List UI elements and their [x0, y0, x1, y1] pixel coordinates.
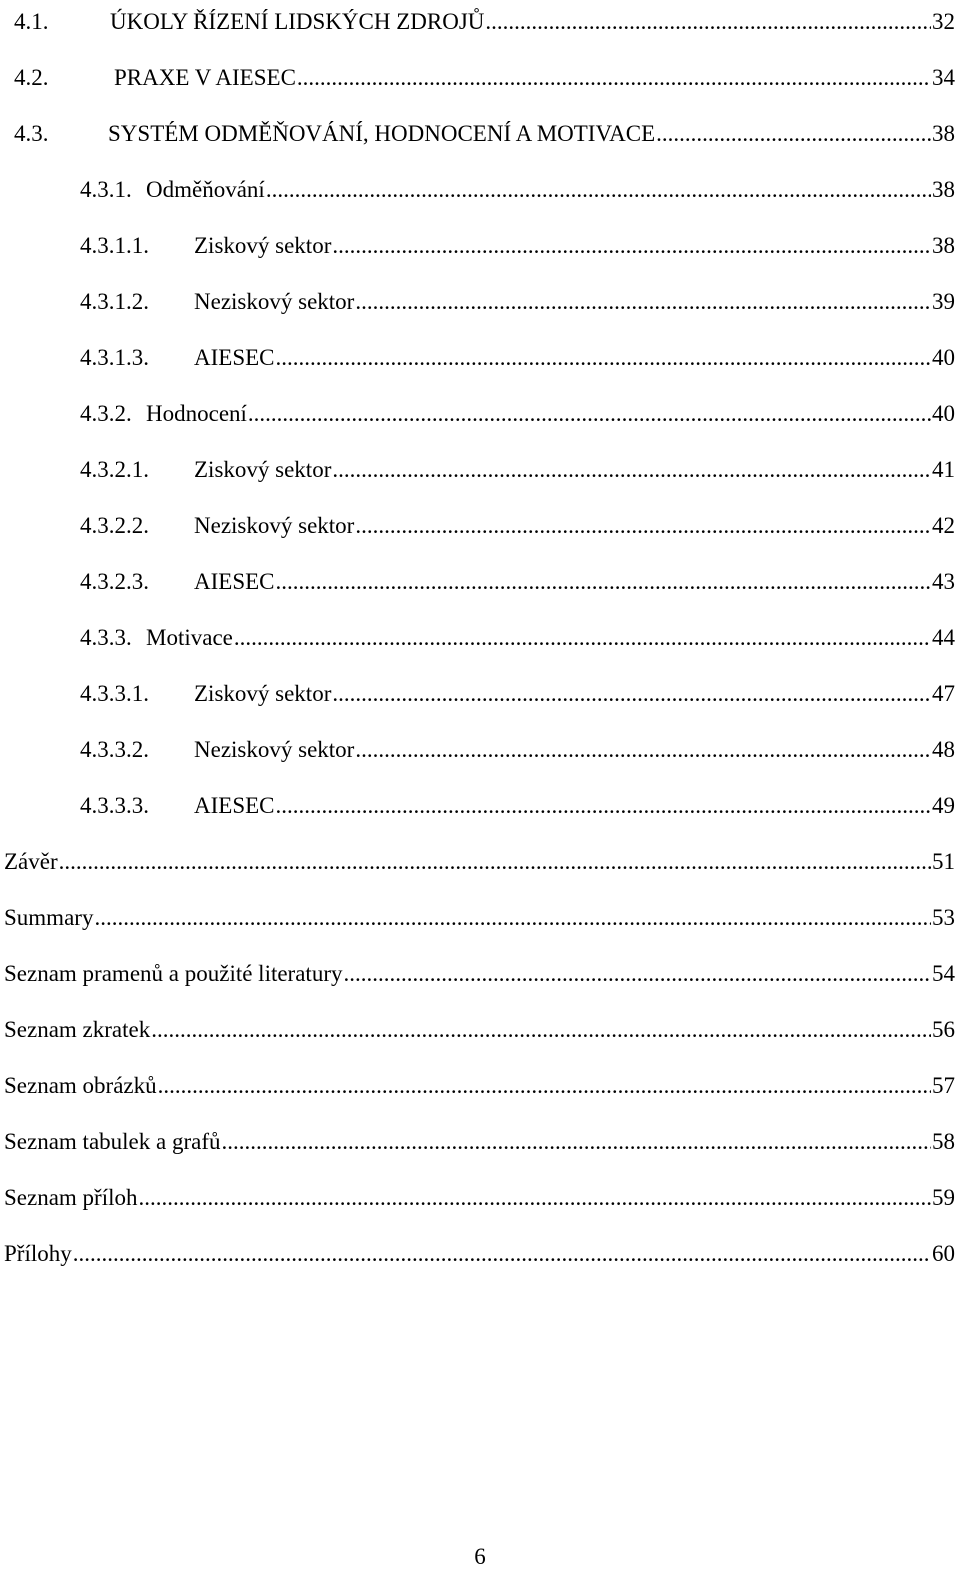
toc-entry-title: Summary [4, 905, 94, 930]
toc-entry-number: 4.3.3.2. [80, 737, 149, 762]
toc-entry-page: 43 [932, 569, 955, 594]
toc-entry[interactable] [0, 394, 955, 434]
toc-entry-page: 49 [932, 793, 955, 818]
toc-entry-title: SYSTÉM ODMĚŇOVÁNÍ, HODNOCENÍ A MOTIVACE [108, 121, 656, 146]
toc-entry-page: 47 [932, 681, 955, 706]
toc-entry-title: Ziskový sektor [194, 233, 332, 258]
toc-entry-page: 51 [932, 849, 955, 874]
toc-entry-number: 4.3.2.2. [80, 513, 149, 538]
toc-entry-page: 42 [932, 513, 955, 538]
toc-entry-title: Seznam příloh [4, 1185, 138, 1210]
toc-entry-title: Ziskový sektor [194, 457, 332, 482]
toc-entry[interactable] [0, 338, 955, 378]
toc-entry-title: PRAXE V AIESEC [114, 65, 296, 90]
toc-entry-page: 56 [932, 1017, 955, 1042]
toc-leader-dots [248, 394, 931, 434]
toc-entry-number: 4.3.2. [80, 401, 132, 426]
toc-leader-dots [59, 842, 931, 882]
toc-entry-title: Neziskový sektor [194, 289, 355, 314]
toc-leader-dots [485, 2, 931, 42]
toc-entry[interactable] [0, 114, 955, 154]
toc-entry-page: 40 [932, 345, 955, 370]
toc-entry-title: Přílohy [4, 1241, 72, 1266]
toc-leader-dots [332, 226, 931, 266]
toc-entry-title: Motivace [146, 625, 233, 650]
toc-entry[interactable] [0, 1234, 955, 1274]
toc-entry-number: 4.3.3. [80, 625, 132, 650]
toc-entry-title: Seznam zkratek [4, 1017, 151, 1042]
toc-entry[interactable] [0, 562, 955, 602]
toc-entry-title: Neziskový sektor [194, 737, 355, 762]
toc-entry-number: 4.3.2.1. [80, 457, 149, 482]
toc-entry-page: 48 [932, 737, 955, 762]
toc-entry-page: 41 [932, 457, 955, 482]
toc-entry[interactable] [0, 58, 955, 98]
toc-entry[interactable] [0, 1010, 955, 1050]
toc-entry-page: 40 [932, 401, 955, 426]
toc-leader-dots [139, 1178, 932, 1218]
toc-entry-number: 4.3.1.2. [80, 289, 149, 314]
toc-entry-title: Seznam pramenů a použité literatury [4, 961, 343, 986]
toc-entry-number: 4.3.1. [80, 177, 132, 202]
page-number: 6 [474, 1544, 486, 1569]
toc-leader-dots [73, 1234, 931, 1274]
toc-entry[interactable] [0, 2, 955, 42]
toc-leader-dots [332, 674, 931, 714]
toc-entry-page: 59 [932, 1185, 955, 1210]
toc-entry-title: AIESEC [194, 793, 275, 818]
toc-entry-number: 4.1. [14, 9, 49, 34]
toc-entry-page: 57 [932, 1073, 955, 1098]
toc-entry[interactable] [0, 170, 955, 210]
toc-entry-title: Seznam tabulek a grafů [4, 1129, 221, 1154]
toc-leader-dots [276, 562, 932, 602]
toc-entry-title: Ziskový sektor [194, 681, 332, 706]
toc-entry-title: AIESEC [194, 569, 275, 594]
toc-entry-number: 4.3.1.3. [80, 345, 149, 370]
toc-entry-page: 32 [932, 9, 955, 34]
toc-entry-page: 38 [932, 177, 955, 202]
toc-entry-number: 4.3.1.1. [80, 233, 149, 258]
toc-entry-title: Odměňování [146, 177, 265, 202]
toc-entry-title: Neziskový sektor [194, 513, 355, 538]
toc-entry-title: Seznam obrázků [4, 1073, 157, 1098]
toc-entry[interactable] [0, 954, 955, 994]
toc-entry[interactable] [0, 786, 955, 826]
toc-entry[interactable] [0, 282, 955, 322]
toc-entry[interactable] [0, 226, 955, 266]
toc-entry[interactable] [0, 674, 955, 714]
toc-entry[interactable] [0, 450, 955, 490]
toc-leader-dots [332, 450, 931, 490]
toc-entry[interactable] [0, 506, 955, 546]
toc-entry-page: 34 [932, 65, 955, 90]
toc-leader-dots [158, 1066, 931, 1106]
toc-entry-number: 4.3.2.3. [80, 569, 149, 594]
toc-entry-page: 44 [932, 625, 955, 650]
toc-leader-dots [94, 898, 931, 938]
toc-entry-page: 38 [932, 121, 955, 146]
toc-entry-title: AIESEC [194, 345, 275, 370]
toc-entry-page: 60 [932, 1241, 955, 1266]
toc-entry[interactable] [0, 730, 955, 770]
toc-entry-number: 4.3.3.3. [80, 793, 149, 818]
toc-leader-dots [276, 338, 932, 378]
toc-entry-page: 39 [932, 289, 955, 314]
toc-entry-page: 53 [932, 905, 955, 930]
toc-entry-title: Závěr [4, 849, 58, 874]
toc-entry[interactable] [0, 618, 955, 658]
toc-leader-dots [355, 730, 931, 770]
toc-leader-dots [355, 282, 931, 322]
toc-entry[interactable] [0, 1178, 955, 1218]
toc-leader-dots [343, 954, 931, 994]
toc-entry[interactable] [0, 898, 955, 938]
toc-entry-page: 58 [932, 1129, 955, 1154]
toc-entry-number: 4.2. [14, 65, 49, 90]
toc-leader-dots [222, 1122, 932, 1162]
toc-leader-dots [297, 58, 931, 98]
toc-leader-dots [355, 506, 931, 546]
toc-leader-dots [266, 170, 931, 210]
toc-entry-number: 4.3. [14, 121, 49, 146]
toc-entry[interactable] [0, 842, 955, 882]
toc-entry-title: Hodnocení [146, 401, 247, 426]
toc-leader-dots [151, 1010, 931, 1050]
toc-leader-dots [276, 786, 932, 826]
toc-entry-number: 4.3.3.1. [80, 681, 149, 706]
toc-entry-title: ÚKOLY ŘÍZENÍ LIDSKÝCH ZDROJŮ [110, 9, 485, 34]
toc-leader-dots [656, 114, 931, 154]
toc-entry[interactable] [0, 1066, 955, 1106]
toc-entry-page: 54 [932, 961, 955, 986]
toc-entry[interactable] [0, 1122, 955, 1162]
toc-entry-page: 38 [932, 233, 955, 258]
toc-leader-dots [234, 618, 931, 658]
